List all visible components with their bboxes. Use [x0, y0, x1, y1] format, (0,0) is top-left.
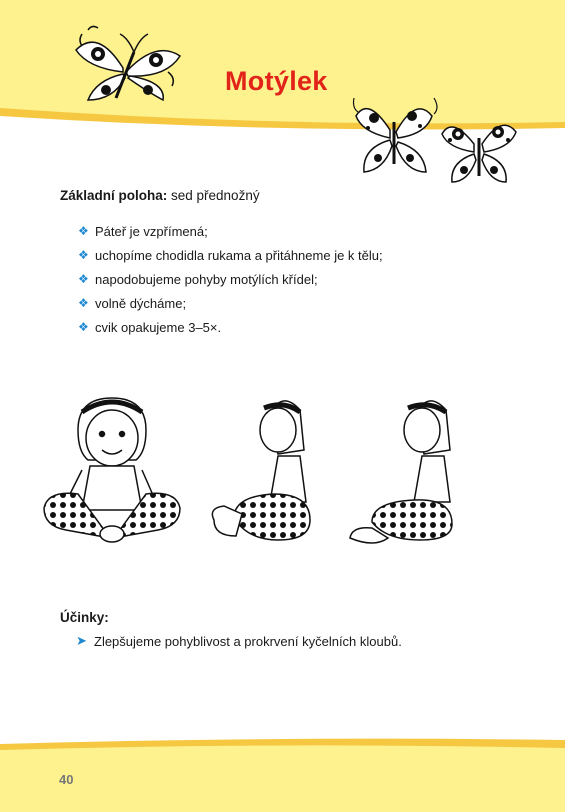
steps-list [78, 219, 383, 339]
girl-side-figure [350, 401, 452, 543]
page-number: 40 [59, 772, 74, 787]
page-title: Motýlek [225, 66, 328, 96]
effects-heading: Účinky: [60, 610, 109, 625]
butterfly-icon [438, 110, 520, 192]
diamond-bullet-icon: ❖ [78, 248, 89, 262]
list-item: ❖ napodobujeme pohyby motýlích křídel; [78, 271, 318, 287]
basic-position-value: sed přednožný [167, 188, 260, 203]
diamond-bullet-icon: ❖ [78, 320, 89, 334]
arrowhead-bullet-icon: ➤ [76, 633, 87, 648]
list-item: ❖ volně dýcháme; [78, 295, 187, 311]
girl-front-figure [44, 398, 180, 542]
exercise-illustrations [38, 390, 458, 560]
list-item: ❖ Páteř je vzpřímená; [78, 223, 208, 239]
diamond-bullet-icon: ❖ [78, 296, 89, 310]
list-item: ❖ cvik opakujeme 3–5×. [78, 319, 222, 335]
basic-position-label: Základní poloha: [60, 188, 168, 203]
basic-position [60, 188, 260, 203]
list-item: ➤ Zlepšujeme pohyblivost a prokrvení kyčelních kloubů. [76, 633, 402, 649]
butterfly-icon [350, 88, 440, 186]
butterfly-icon [68, 20, 193, 105]
list-item: ❖ uchopíme chodidla rukama a přitáhneme je k tělu; [78, 247, 383, 263]
diamond-bullet-icon: ❖ [78, 224, 89, 238]
effects-list [76, 630, 402, 652]
diamond-bullet-icon: ❖ [78, 272, 89, 286]
girl-side-figure [212, 401, 310, 540]
